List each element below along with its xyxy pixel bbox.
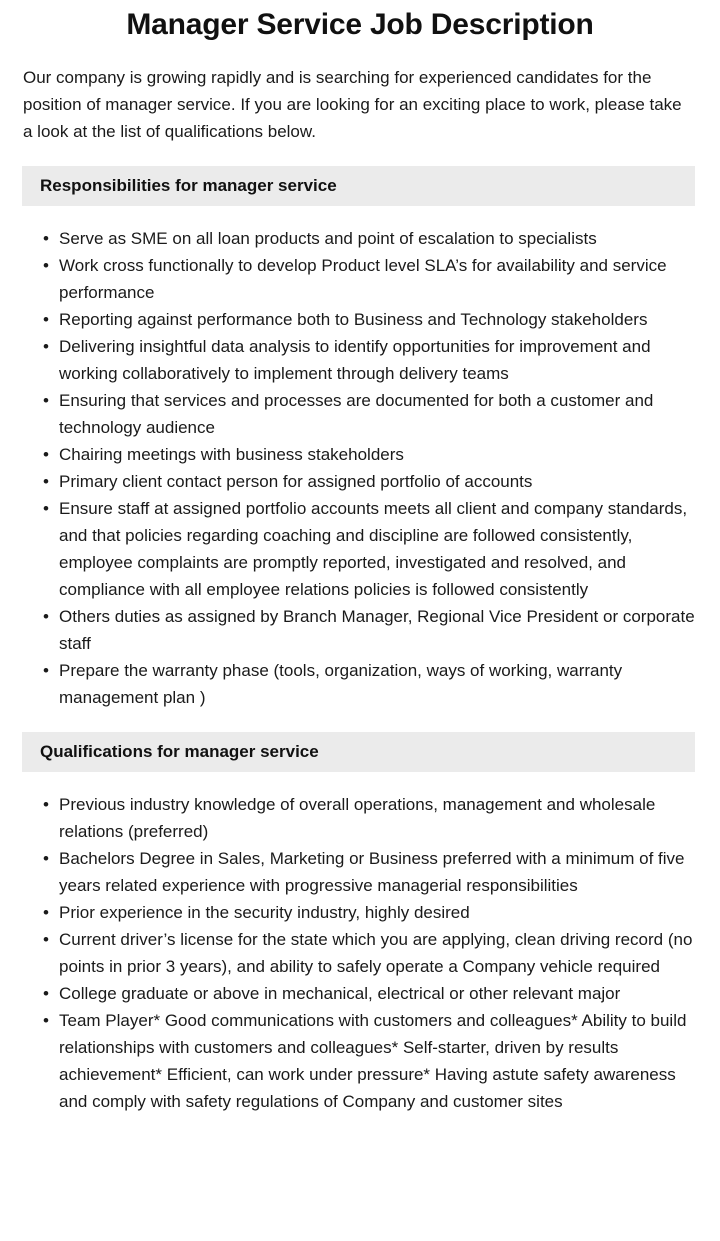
bullet-icon: • xyxy=(43,499,49,518)
list-item-text: College graduate or above in mechanical, electrical or other relevant major xyxy=(59,984,621,1003)
list-item xyxy=(0,657,720,711)
bullet-icon: • xyxy=(43,310,49,329)
list-item xyxy=(0,495,720,603)
section-responsibilities xyxy=(0,166,720,711)
list-item xyxy=(0,252,720,306)
list-item-text: Prior experience in the security industry, highly desired xyxy=(59,903,470,922)
list-item-text: Chairing meetings with business stakeholders xyxy=(59,445,404,464)
section-heading-qualifications: Qualifications for manager service xyxy=(22,732,695,772)
list-item-text: Prepare the warranty phase (tools, organization, ways of working, warranty management plan ) xyxy=(59,661,623,707)
bullet-icon: • xyxy=(43,795,49,814)
list-item-text: Bachelors Degree in Sales, Marketing or Business preferred with a minimum of five years related experience with progressive managerial responsibilities xyxy=(59,849,685,895)
list-item-text: Previous industry knowledge of overall operations, management and wholesale relations (preferred) xyxy=(59,795,656,841)
list-item-text: Delivering insightful data analysis to identify opportunities for improvement and working collaboratively to implement through delivery teams xyxy=(59,337,651,383)
list-item xyxy=(0,845,720,899)
section-heading-responsibilities: Responsibilities for manager service xyxy=(22,166,695,206)
qualifications-list xyxy=(0,772,720,1115)
section-qualifications xyxy=(0,732,720,1115)
list-item xyxy=(0,603,720,657)
list-item-text: Others duties as assigned by Branch Manager, Regional Vice President or corporate staff xyxy=(59,607,695,653)
list-item xyxy=(0,441,720,468)
list-item xyxy=(0,225,720,252)
intro-paragraph: Our company is growing rapidly and is searching for experienced candidates for the position of manager service. If you are looking for an exciting place to work, please take a look at the list of qualifications below. xyxy=(23,68,682,141)
bullet-icon: • xyxy=(43,391,49,410)
list-item-text: Current driver’s license for the state which you are applying, clean driving record (no points in prior 3 years), and ability to safely operate a Company vehicle required xyxy=(59,930,693,976)
list-item-text: Team Player* Good communications with customers and colleagues* Ability to build relationships with customers and colleagues* Self-starter, driven by results achievement* Efficient, can work under pressure* Having astute safety awareness and comply with safety regulations of Company and customer sites xyxy=(59,1011,687,1111)
list-item xyxy=(0,1007,720,1115)
list-item xyxy=(0,980,720,1007)
bullet-icon: • xyxy=(43,472,49,491)
list-item xyxy=(0,468,720,495)
bullet-icon: • xyxy=(43,849,49,868)
list-item xyxy=(0,791,720,845)
list-item xyxy=(0,387,720,441)
list-item-text: Reporting against performance both to Business and Technology stakeholders xyxy=(59,310,648,329)
bullet-icon: • xyxy=(43,607,49,626)
bullet-icon: • xyxy=(43,256,49,275)
list-item xyxy=(0,899,720,926)
bullet-icon: • xyxy=(43,229,49,248)
bullet-icon: • xyxy=(43,337,49,356)
page-title: Manager Service Job Description xyxy=(126,8,594,41)
bullet-icon: • xyxy=(43,1011,49,1030)
list-item-text: Ensuring that services and processes are documented for both a customer and technology audience xyxy=(59,391,654,437)
list-item-text: Work cross functionally to develop Product level SLA’s for availability and service performance xyxy=(59,256,667,302)
list-item xyxy=(0,306,720,333)
list-item-text: Primary client contact person for assigned portfolio of accounts xyxy=(59,472,533,491)
bullet-icon: • xyxy=(43,984,49,1003)
responsibilities-list xyxy=(0,206,720,711)
bullet-icon: • xyxy=(43,903,49,922)
bullet-icon: • xyxy=(43,930,49,949)
list-item-text: Serve as SME on all loan products and point of escalation to specialists xyxy=(59,229,597,248)
bullet-icon: • xyxy=(43,445,49,464)
list-item xyxy=(0,926,720,980)
list-item-text: Ensure staff at assigned portfolio accounts meets all client and company standards, and that policies regarding coaching and discipline are followed consistently, employee complaints are promptly reported, investigated and resolved, and compliance with all employee relations policies is followed consistently xyxy=(59,499,688,599)
list-item xyxy=(0,333,720,387)
bullet-icon: • xyxy=(43,661,49,680)
